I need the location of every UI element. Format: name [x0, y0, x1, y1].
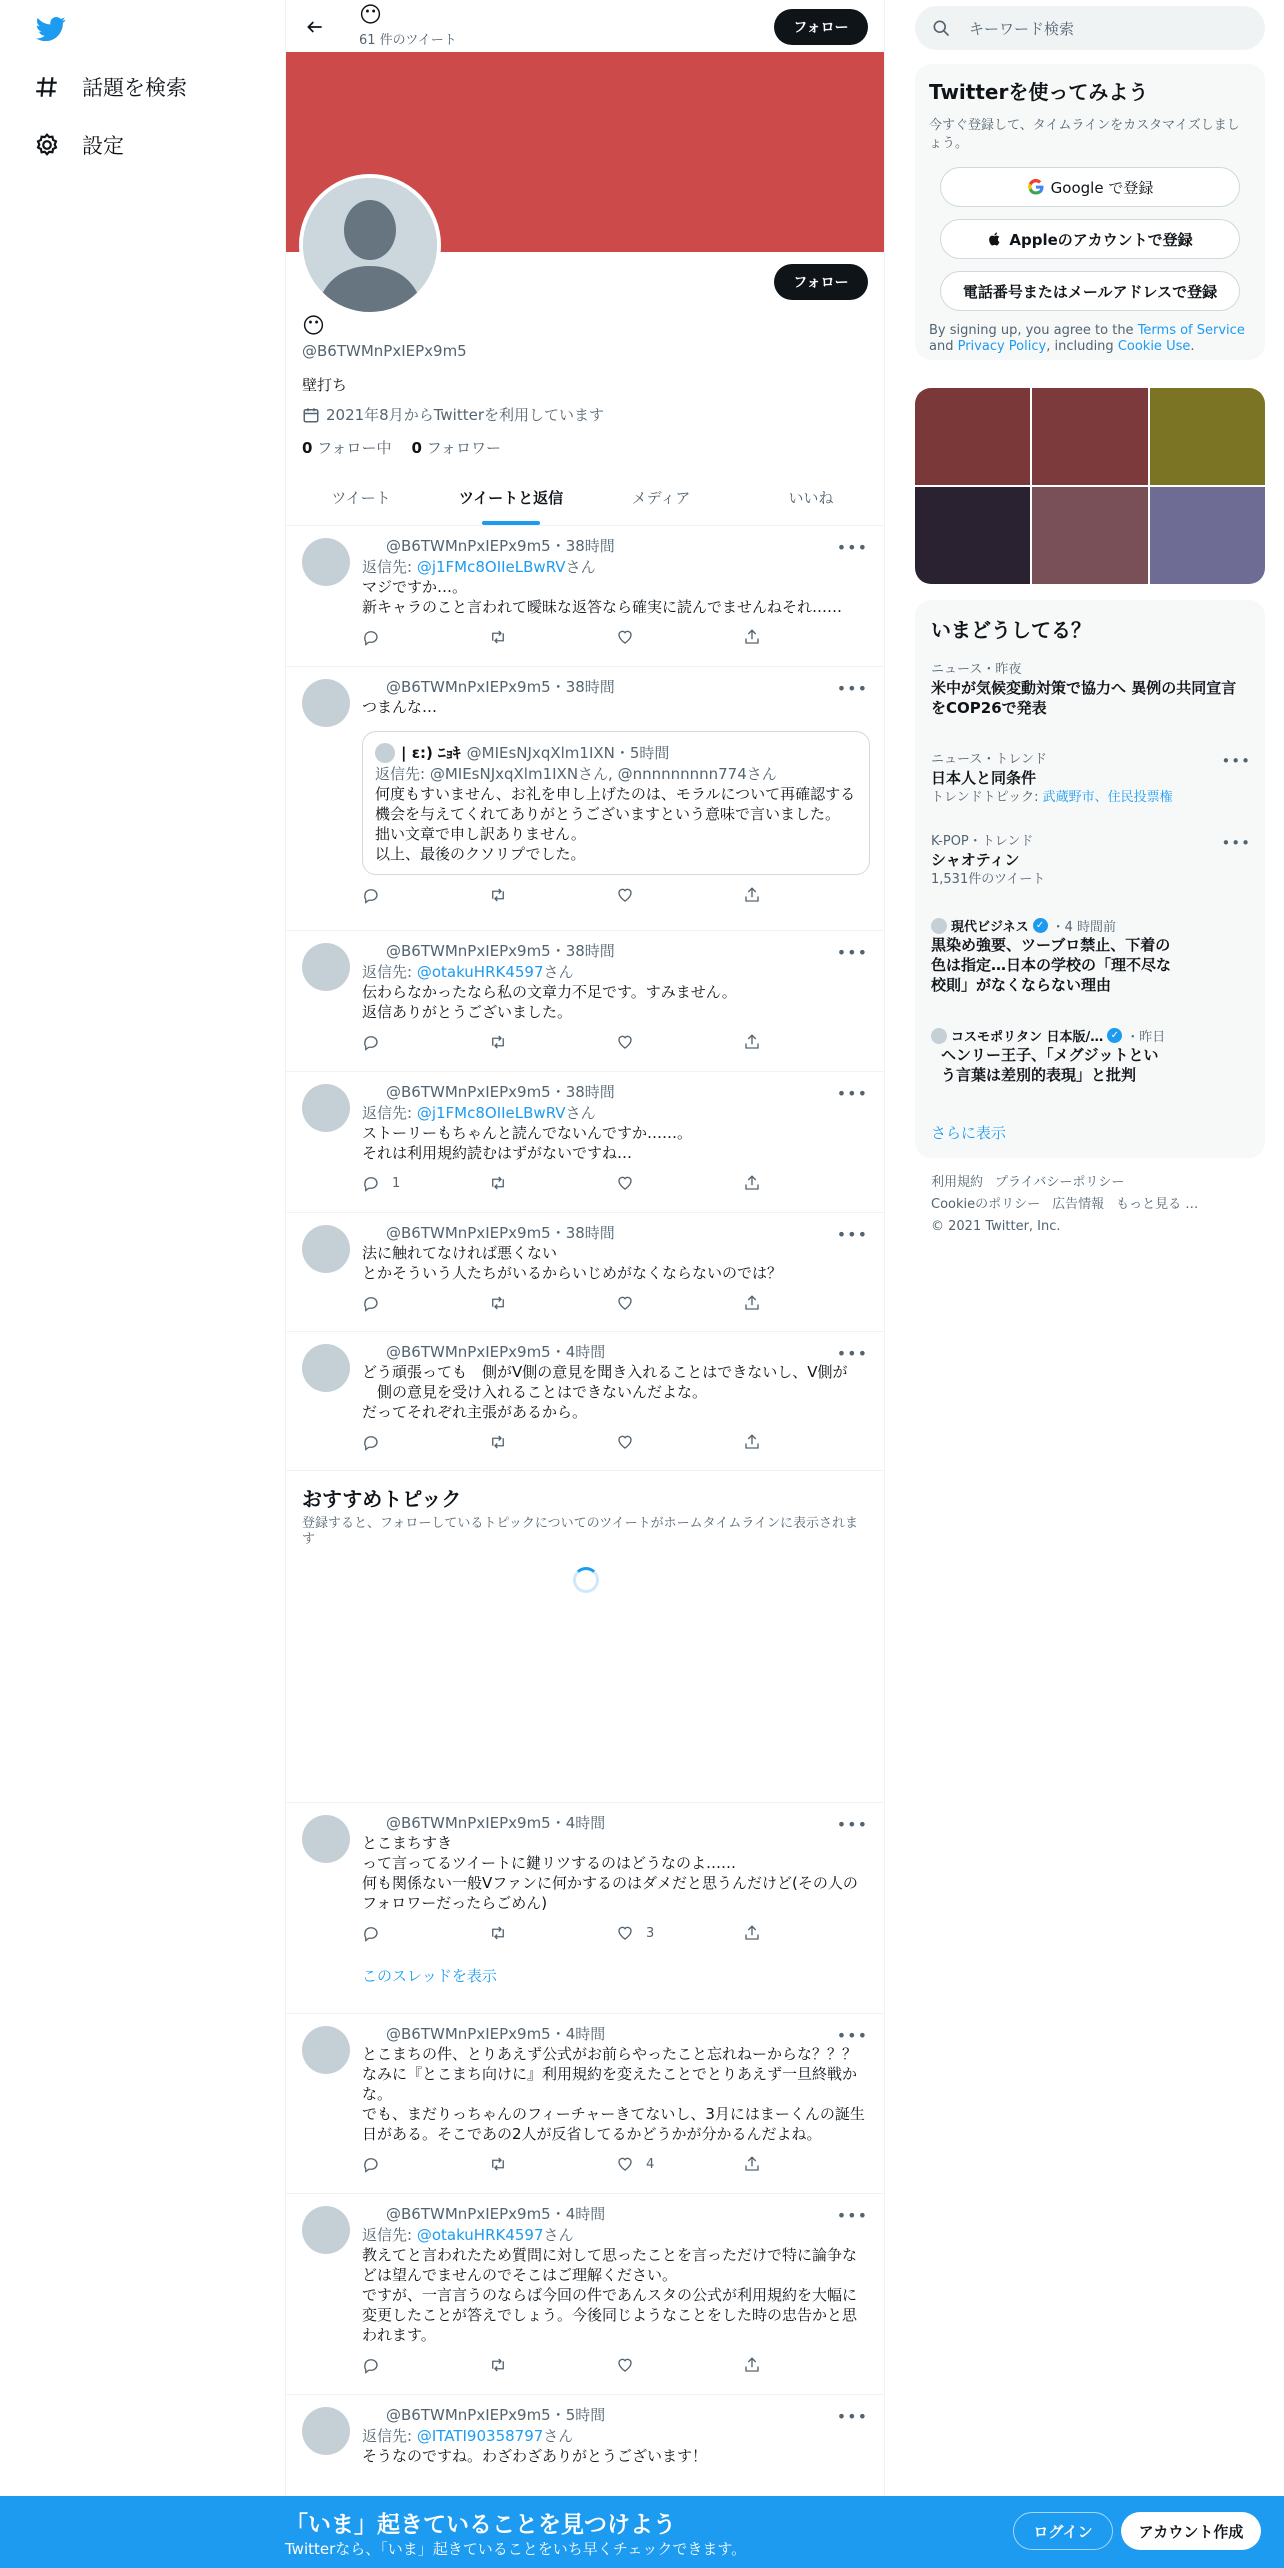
tweet-text: 法に触れてなければ悪くない とかそういう人たちがいるからいじめがなくならないのでは？: [362, 1244, 783, 1282]
like-count: 3: [646, 1925, 655, 1941]
search-box[interactable]: [915, 6, 1265, 50]
share-button[interactable]: [743, 1433, 870, 1451]
tweet-avatar[interactable]: [302, 2026, 350, 2074]
share-button[interactable]: [743, 1294, 870, 1312]
like-button[interactable]: [616, 1174, 743, 1192]
tweet-actions: [362, 1293, 870, 1313]
tweet-avatar[interactable]: [302, 679, 350, 727]
tweet-text: どう頑張っても 側がV側の意見を聞き入れることはできないし、V側が 側の意見を受け入れることはできないんだよな。 だってそれぞれ主張があるから。: [362, 1363, 848, 1421]
search-placeholder: キーワード検索: [969, 19, 1075, 38]
profile-tabs: [286, 470, 885, 526]
gear-icon: [34, 132, 60, 158]
verified-badge-icon: ✓: [1033, 918, 1048, 933]
nav-explore[interactable]: [34, 72, 187, 102]
tweet-header: @B6TWMnPxIEPx9m5・38時間: [386, 1224, 615, 1242]
topics-subtitle: 登録すると、フォローしているトピックについてのツイートがホームタイムラインに表示されます: [302, 1516, 859, 1547]
retweet-icon: [489, 886, 507, 904]
tweet-text: つまんな…: [362, 698, 438, 716]
tweet-avatar[interactable]: [302, 2407, 350, 2455]
tweet-avatar[interactable]: [302, 538, 350, 586]
profile-handle: @B6TWMnPxIEPx9m5: [302, 342, 467, 360]
footer-link[interactable]: 広告情報: [1052, 1197, 1105, 1212]
tweet-actions: [362, 2355, 870, 2375]
media-grid: [915, 388, 1265, 584]
more-icon[interactable]: •••: [836, 2026, 868, 2045]
profile-avatar[interactable]: [299, 174, 441, 316]
retweet-icon: [489, 1924, 507, 1942]
retweet-icon: [489, 628, 507, 646]
tweet-count: 61 件のツイート: [359, 33, 457, 48]
hashtag-icon: [34, 74, 60, 100]
like-button[interactable]: [616, 1433, 743, 1451]
trend-item[interactable]: ••• K-POP・トレンド シャオティン 1,531件のツイート: [931, 834, 1251, 887]
reply-icon: [362, 1174, 380, 1192]
retweet-button[interactable]: [489, 1033, 616, 1051]
phone-email-signup-button[interactable]: 電話番号またはメールアドレスで登録: [940, 271, 1240, 311]
tweet-actions: [362, 885, 870, 905]
share-button[interactable]: [743, 628, 870, 646]
left-nav: [0, 0, 286, 2568]
recommended-topics: [286, 1471, 885, 1803]
trend-item[interactable]: ニュース・昨夜 米中が気候変動対策で協力へ 異例の共同宣言をCOP26で発表: [931, 662, 1237, 717]
tweet-actions: [362, 1032, 870, 1052]
tweet[interactable]: [286, 1072, 885, 1213]
tweet-actions: [362, 1923, 870, 1943]
tweet-header: @B6TWMnPxIEPx9m5・5時間: [386, 2406, 606, 2424]
header-follow-button[interactable]: フォロー: [774, 9, 868, 45]
profile-name-emoji: 😶: [302, 314, 325, 339]
reply-icon: [362, 1294, 380, 1312]
footer-link[interactable]: 利用規約: [931, 1175, 984, 1190]
share-button[interactable]: [743, 1033, 870, 1051]
reply-icon: [362, 1033, 380, 1051]
twitter-logo-icon[interactable]: [34, 14, 68, 44]
media-thumbnail[interactable]: [1150, 388, 1265, 485]
retweet-icon: [489, 2356, 507, 2374]
trend-topic-links[interactable]: 武蔵野市、住民投票権: [1042, 790, 1173, 805]
reply-button[interactable]: [362, 1174, 489, 1192]
tab-likes[interactable]: いいね: [788, 489, 834, 507]
followers-link[interactable]: 0 フォロワー: [411, 439, 501, 457]
quote-meta: @MIEsNJxqXlm1IXN・5時間: [466, 744, 670, 762]
media-thumbnail[interactable]: [915, 487, 1030, 584]
search-icon: [931, 18, 951, 38]
retweet-icon: [489, 1033, 507, 1051]
tweet-text: そうなのですね。わざわざありがとうございます！: [362, 2447, 708, 2465]
more-icon[interactable]: •••: [1221, 834, 1251, 852]
tweet-avatar[interactable]: [302, 1225, 350, 1273]
share-button[interactable]: [743, 2356, 870, 2374]
retweet-button[interactable]: [489, 2155, 616, 2173]
share-icon: [743, 1033, 761, 1051]
media-thumbnail[interactable]: [1032, 388, 1147, 485]
reply-button[interactable]: [362, 1924, 489, 1942]
heart-icon: [616, 1924, 634, 1942]
tweet-text: マジですか…。 新キャラのこと言われて曖昧な返答なら確実に読んでませんねそれ……: [362, 578, 843, 616]
share-icon: [743, 628, 761, 646]
login-button[interactable]: ログイン: [1013, 2512, 1113, 2550]
nav-settings-label: 設定: [82, 134, 124, 158]
like-button[interactable]: [616, 1033, 743, 1051]
tweet-header: @B6TWMnPxIEPx9m5・4時間: [386, 2025, 606, 2043]
share-icon: [743, 2356, 761, 2374]
quote-author-name: | ε:) ﾆｮｷ: [401, 744, 461, 762]
heart-icon: [616, 1033, 634, 1051]
tab-tweets[interactable]: ツイート: [331, 489, 391, 507]
tweet[interactable]: [286, 1332, 885, 1471]
reply-button[interactable]: [362, 2356, 489, 2374]
tweet-avatar[interactable]: [302, 1344, 350, 1392]
footer-link[interactable]: Cookieのポリシー: [931, 1197, 1041, 1212]
news-item[interactable]: 現代ビジネス ✓ ・4 時間前 黒染め強要、ツーブロ禁止、下着の色は指定…日本の学校の「理不尽な校則」がなくならない理由: [931, 916, 1251, 995]
more-icon[interactable]: •••: [836, 943, 868, 962]
tweet-header: @B6TWMnPxIEPx9m5・4時間: [386, 1814, 606, 1832]
tweet[interactable]: [286, 1213, 885, 1332]
tweet-avatar[interactable]: [302, 1815, 350, 1863]
quote-reply-line: 返信先: @MIEsNJxqXlm1IXNさん, @nnnnnnnnn774さん: [375, 765, 777, 783]
quote-header: [375, 742, 857, 763]
signup-title: Twitterを使ってみよう: [929, 80, 1149, 104]
tweet-actions: [362, 1432, 870, 1452]
tweet-header: @B6TWMnPxIEPx9m5・38時間: [386, 1083, 615, 1101]
verified-badge-icon: ✓: [1107, 1028, 1122, 1043]
reply-icon: [362, 2155, 380, 2173]
heart-icon: [616, 2356, 634, 2374]
reply-icon: [362, 628, 380, 646]
share-icon: [743, 1294, 761, 1312]
tweet-text: とこまちすき って言ってるツイートに鍵リツするのはどうなのよ…… 何も関係ない一般Vファンに何かするのはダメだと思うんだけど(その人のフォロワーだったらごめん): [362, 1834, 858, 1912]
news-source-avatar: [931, 1028, 947, 1044]
bottom-bar-title: 「いま」起きていることを見つけよう: [285, 2512, 676, 2538]
reply-mention-link[interactable]: @otakuHRK4597: [416, 963, 544, 981]
reply-to-line: 返信先: @otakuHRK4597さん: [362, 963, 574, 981]
apple-signup-button[interactable]: Appleのアカウントで登録: [940, 219, 1240, 259]
following-link[interactable]: 0 フォロー中: [302, 439, 392, 457]
more-icon[interactable]: •••: [836, 679, 868, 698]
tweet[interactable]: [286, 667, 885, 931]
tab-tweets-and-replies[interactable]: ツイートと返信: [436, 470, 586, 525]
more-icon[interactable]: •••: [1221, 752, 1251, 770]
reply-button[interactable]: [362, 886, 489, 904]
tweet-header: @B6TWMnPxIEPx9m5・38時間: [386, 942, 615, 960]
tweet[interactable]: [286, 1803, 885, 2014]
tweet-text: ストーリーもちゃんと読んでないんですか……。 それは利用規約読むはずがないですね…: [362, 1124, 693, 1162]
reply-mention-link[interactable]: @j1FMc8OIIeLBwRV: [416, 558, 566, 576]
reply-to-line: 返信先: @j1FMc8OIIeLBwRVさん: [362, 558, 596, 576]
more-icon[interactable]: •••: [836, 1344, 868, 1363]
share-button[interactable]: [743, 2155, 870, 2173]
quote-text: 何度もすいません、お礼を申し上げたのは、モラルについて再確認する機会を与えてくれてありがとうございますという意味で言いました。 拙い文章で申し訳ありません。 以上、最後のクソリプでした。: [375, 785, 856, 863]
tweet-avatar[interactable]: [302, 2206, 350, 2254]
profile-bio: 壁打ち: [302, 376, 348, 394]
more-icon[interactable]: •••: [836, 1225, 868, 1244]
reply-icon: [362, 2356, 380, 2374]
signup-panel: [915, 64, 1265, 360]
tweet[interactable]: [286, 526, 885, 667]
reply-mention-link[interactable]: @ITATI90358797: [416, 2427, 544, 2445]
privacy-link[interactable]: Privacy Policy: [957, 339, 1047, 354]
back-arrow-icon[interactable]: [300, 12, 330, 42]
reply-button[interactable]: [362, 1294, 489, 1312]
loading-spinner-icon: [573, 1567, 599, 1593]
media-thumbnail[interactable]: [1032, 487, 1147, 584]
header-name-emoji: 😶: [359, 3, 382, 28]
google-icon: [1027, 178, 1045, 196]
reply-to-line: 返信先: @ITATI90358797さん: [362, 2427, 574, 2445]
share-icon: [743, 1924, 761, 1942]
calendar-icon: [302, 406, 320, 424]
tweet-actions: [362, 1173, 870, 1193]
more-icon[interactable]: •••: [836, 538, 868, 557]
reply-count: 1: [392, 1175, 401, 1191]
tweet-actions: [362, 2154, 870, 2174]
bottom-bar-subtitle: Twitterなら、「いま」起きていることをいち早くチェックできます。: [285, 2540, 747, 2558]
tweet-avatar[interactable]: [302, 1084, 350, 1132]
more-icon[interactable]: •••: [836, 1084, 868, 1103]
quote-avatar: [375, 743, 395, 763]
tweet-text: とこまちの件、とりあえず公式がお前らやったこと忘れねーからな？？？なみに『とこまち向けに』利用規約を変えたことでとりあえず一旦終戦かな。 でも、まだりっちゃんのフィーチャーきてないし、3月にはまーくんの誕生日がある。そこであの2人が反省してるかどうかが分かるんだよね。: [362, 2045, 865, 2143]
show-more-link[interactable]: さらに表示: [931, 1124, 1007, 1142]
media-thumbnail[interactable]: [1150, 487, 1265, 584]
tweet-actions: [362, 627, 870, 647]
retweet-button[interactable]: [489, 1433, 616, 1451]
tweet-avatar[interactable]: [302, 943, 350, 991]
news-item[interactable]: コスモポリタン 日本版/… ✓ ・昨日 ヘンリー王子、「メグジットという言葉は差別的表現」と批判: [931, 1026, 1251, 1085]
like-button[interactable]: [616, 1924, 743, 1942]
retweet-button[interactable]: [489, 1294, 616, 1312]
trends-title: いまどうしてる？: [931, 618, 1091, 642]
nav-settings[interactable]: [34, 130, 124, 160]
reply-icon: [362, 886, 380, 904]
tweet-feed: [286, 526, 885, 2515]
tweet-text: 教えてと言われたため質問に対して思ったことを言っただけで特に論争などは望んでませんのでそこはご理解ください。 ですが、一言言うのならば今回の件であんスタの公式が利用規約を大幅に変更したことが答えでしょう。今後同じようなことをした時の忠告かと思われます。: [362, 2246, 858, 2344]
like-button[interactable]: [616, 1294, 743, 1312]
reply-to-line: 返信先: @j1FMc8OIIeLBwRVさん: [362, 1104, 596, 1122]
retweet-button[interactable]: [489, 628, 616, 646]
heart-icon: [616, 1294, 634, 1312]
reply-to-line: 返信先: @otakuHRK4597さん: [362, 2226, 574, 2244]
reply-button[interactable]: [362, 1033, 489, 1051]
default-avatar-icon: [303, 178, 437, 312]
signup-subtitle: 今すぐ登録して、タイムラインをカスタマイズしましょう。: [929, 118, 1240, 151]
heart-icon: [616, 1174, 634, 1192]
quoted-tweet[interactable]: [362, 731, 870, 875]
retweet-icon: [489, 1433, 507, 1451]
like-button[interactable]: [616, 2155, 743, 2173]
profile-joined: [302, 404, 604, 425]
footer-link[interactable]: プライバシーポリシー: [995, 1175, 1125, 1190]
retweet-button[interactable]: [489, 1174, 616, 1192]
reply-button[interactable]: [362, 2155, 489, 2173]
share-icon: [743, 1174, 761, 1192]
media-thumbnail[interactable]: [915, 388, 1030, 485]
profile-header-bar: [286, 0, 884, 52]
share-icon: [743, 2155, 761, 2173]
like-count: 4: [646, 2156, 655, 2172]
heart-icon: [616, 886, 634, 904]
heart-icon: [616, 1433, 634, 1451]
share-button[interactable]: [743, 1174, 870, 1192]
share-icon: [743, 886, 761, 904]
tweet-text: 伝わらなかったなら私の文章力不足です。すみません。 返信ありがとうございました。: [362, 983, 737, 1021]
retweet-icon: [489, 2155, 507, 2173]
heart-icon: [616, 628, 634, 646]
retweet-button[interactable]: [489, 1924, 616, 1942]
reply-icon: [362, 1433, 380, 1451]
tab-media[interactable]: メディア: [631, 489, 691, 507]
share-icon: [743, 1433, 761, 1451]
heart-icon: [616, 2155, 634, 2173]
retweet-icon: [489, 1174, 507, 1192]
tweet[interactable]: [286, 931, 885, 1072]
nav-explore-label: 話題を検索: [82, 76, 187, 100]
tweet-header: @B6TWMnPxIEPx9m5・4時間: [386, 1343, 606, 1361]
apple-icon: [987, 231, 1003, 247]
profile-follow-button[interactable]: フォロー: [774, 264, 868, 300]
joined-date: 2021年8月からTwitterを利用しています: [326, 406, 604, 424]
bottom-signup-bar: [0, 2496, 1284, 2568]
like-button[interactable]: [616, 2356, 743, 2374]
google-signup-button[interactable]: Google で登録: [940, 167, 1240, 207]
tweet[interactable]: [286, 2014, 885, 2194]
signup-terms: By signing up, you agree to the Terms of Service and Privacy Policy, including Cookie Use.: [929, 323, 1245, 354]
tweet-header: @B6TWMnPxIEPx9m5・38時間: [386, 537, 615, 555]
tweet-header: @B6TWMnPxIEPx9m5・4時間: [386, 2205, 606, 2223]
copyright: © 2021 Twitter, Inc.: [931, 1219, 1061, 1234]
more-icon[interactable]: •••: [836, 2206, 868, 2225]
news-source-avatar: [931, 918, 947, 934]
retweet-icon: [489, 1294, 507, 1312]
tweet[interactable]: [286, 2194, 885, 2395]
reply-icon: [362, 1924, 380, 1942]
terms-link[interactable]: Terms of Service: [1137, 323, 1245, 338]
trend-item[interactable]: ••• ニュース・トレンド 日本人と同条件 トレンドトピック: 武蔵野市、住民投票権: [931, 752, 1251, 805]
share-button[interactable]: [743, 886, 870, 904]
show-thread-link[interactable]: このスレッドを表示: [362, 1967, 497, 1985]
like-button[interactable]: [616, 628, 743, 646]
sidebar-footer: [931, 1172, 1251, 1238]
trends-panel: [915, 600, 1265, 1158]
create-account-button[interactable]: アカウント作成: [1121, 2512, 1261, 2550]
tweet-header: @B6TWMnPxIEPx9m5・38時間: [386, 678, 615, 696]
retweet-button[interactable]: [489, 2356, 616, 2374]
follow-stats: [302, 437, 501, 458]
more-icon[interactable]: •••: [836, 1815, 868, 1834]
footer-link[interactable]: もっと見る …: [1116, 1197, 1199, 1212]
profile-column: [285, 0, 885, 2568]
more-icon[interactable]: •••: [836, 2407, 868, 2426]
retweet-button[interactable]: [489, 886, 616, 904]
reply-mention-link[interactable]: @j1FMc8OIIeLBwRV: [416, 1104, 566, 1122]
reply-button[interactable]: [362, 1433, 489, 1451]
cookie-link[interactable]: Cookie Use: [1117, 339, 1191, 354]
topics-title: おすすめトピック: [302, 1487, 462, 1511]
reply-button[interactable]: [362, 628, 489, 646]
reply-mention-link[interactable]: @otakuHRK4597: [416, 2226, 544, 2244]
share-button[interactable]: [743, 1924, 870, 1942]
like-button[interactable]: [616, 886, 743, 904]
